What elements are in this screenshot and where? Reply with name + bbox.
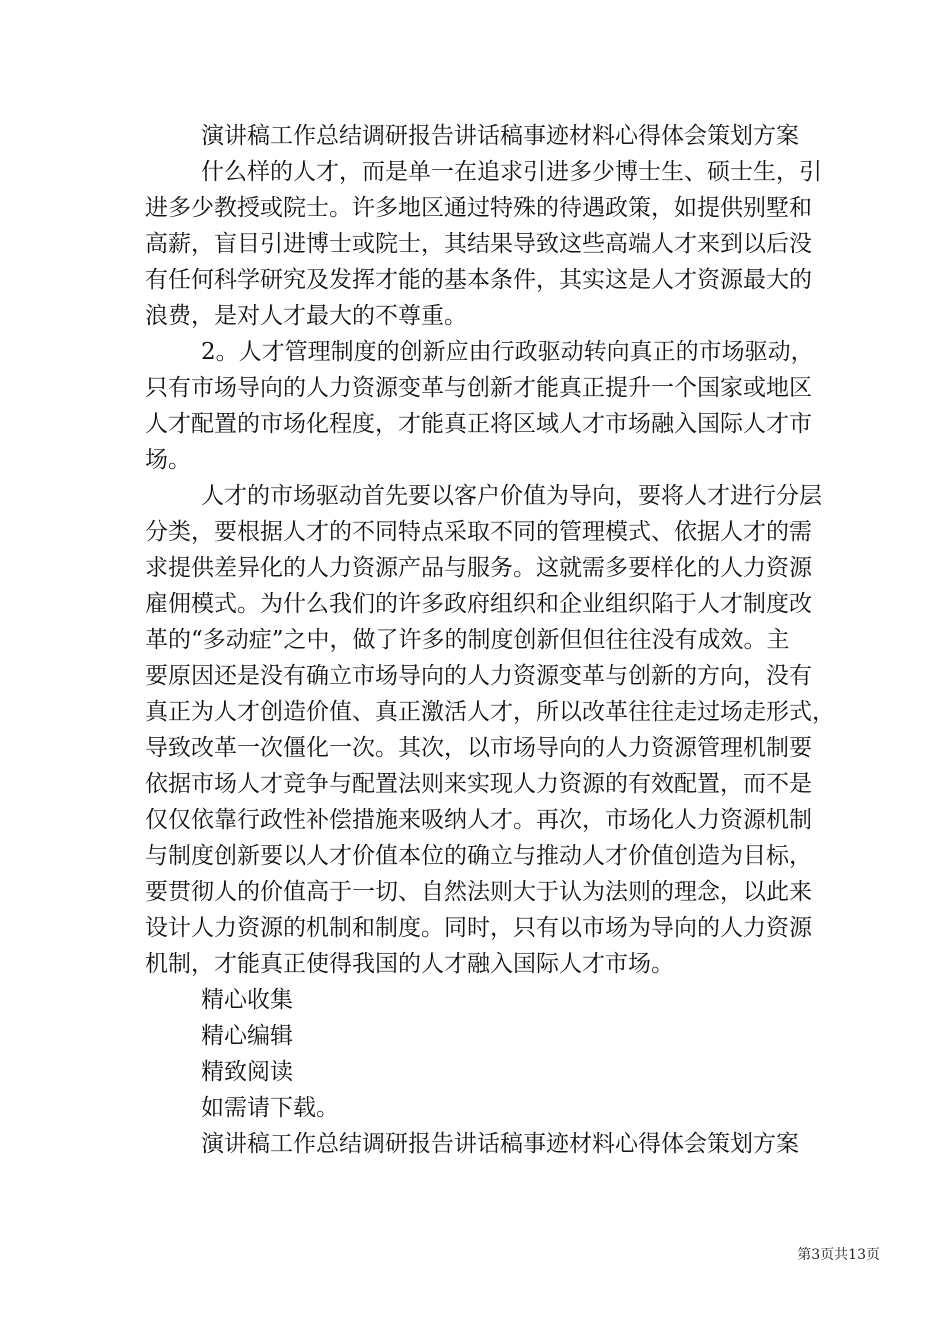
text-line: 人才配置的市场化程度，才能真正将区域人才市场融入国际人才市 xyxy=(145,411,812,437)
text-line: 场。 xyxy=(145,447,191,473)
closing-line: 如需请下载。 xyxy=(201,1095,339,1121)
text-line: 要原因还是没有确立市场导向的人力资源变革与创新的方向，没有 xyxy=(145,663,812,689)
text-line: 分类，要根据人才的不同特点采取不同的管理模式、依据人才的需 xyxy=(145,519,812,545)
closing-line: 精心编辑 xyxy=(201,1023,293,1049)
text-line: 革的“多动症”之中，做了许多的制度创新但但往往没有成效。主 xyxy=(145,627,790,653)
page-header-title: 演讲稿工作总结调研报告讲话稿事迹材料心得体会策划方案 xyxy=(201,123,799,149)
paragraph-2 xyxy=(145,334,835,478)
text-line: 进多少教授或院士。许多地区通过特殊的待遇政策，如提供别墅和 xyxy=(145,195,812,221)
paragraph-3 xyxy=(145,478,835,982)
paragraph-1 xyxy=(145,154,835,334)
text-line: 2。人才管理制度的创新应由行政驱动转向真正的市场驱动， xyxy=(201,339,814,365)
page-number: 第3页共13页 xyxy=(797,1247,880,1263)
text-line: 真正为人才创造价值、真正激活人才，所以改革往往走过场走形式， xyxy=(145,699,835,725)
document-page xyxy=(145,118,835,1162)
text-line: 求提供差异化的人力资源产品与服务。这就需多要样化的人力资源 xyxy=(145,555,812,581)
text-line: 仅仅依靠行政性补偿措施来吸纳人才。再次，市场化人力资源机制 xyxy=(145,807,812,833)
text-line: 导致改革一次僵化一次。其次，以市场导向的人力资源管理机制要 xyxy=(145,735,812,761)
text-line: 与制度创新要以人才价值本位的确立与推动人才价值创造为目标， xyxy=(145,843,812,869)
text-line: 浪费，是对人才最大的不尊重。 xyxy=(145,303,467,329)
text-line: 有任何科学研究及发挥才能的基本条件，其实这是人才资源最大的 xyxy=(145,267,812,293)
closing-line: 精心收集 xyxy=(201,987,293,1013)
text-line: 机制，才能真正使得我国的人才融入国际人才市场。 xyxy=(145,951,674,977)
text-line: 只有市场导向的人力资源变革与创新才能真正提升一个国家或地区 xyxy=(145,375,812,401)
page-footer-title: 演讲稿工作总结调研报告讲话稿事迹材料心得体会策划方案 xyxy=(201,1131,799,1157)
text-line: 什么样的人才，而是单一在追求引进多少博士生、硕士生，引 xyxy=(201,159,822,185)
text-line: 人才的市场驱动首先要以客户价值为导向，要将人才进行分层 xyxy=(201,483,822,509)
text-line: 高薪，盲目引进博士或院士，其结果导致这些高端人才来到以后没 xyxy=(145,231,812,257)
text-line: 要贯彻人的价值高于一切、自然法则大于认为法则的理念，以此来 xyxy=(145,879,812,905)
text-line: 雇佣模式。为什么我们的许多政府组织和企业组织陷于人才制度改 xyxy=(145,591,812,617)
text-line: 设计人力资源的机制和制度。同时，只有以市场为导向的人力资源 xyxy=(145,915,812,941)
closing-line: 精致阅读 xyxy=(201,1059,293,1085)
text-line: 依据市场人才竞争与配置法则来实现人力资源的有效配置，而不是 xyxy=(145,771,812,797)
closing-lines xyxy=(145,982,835,1126)
